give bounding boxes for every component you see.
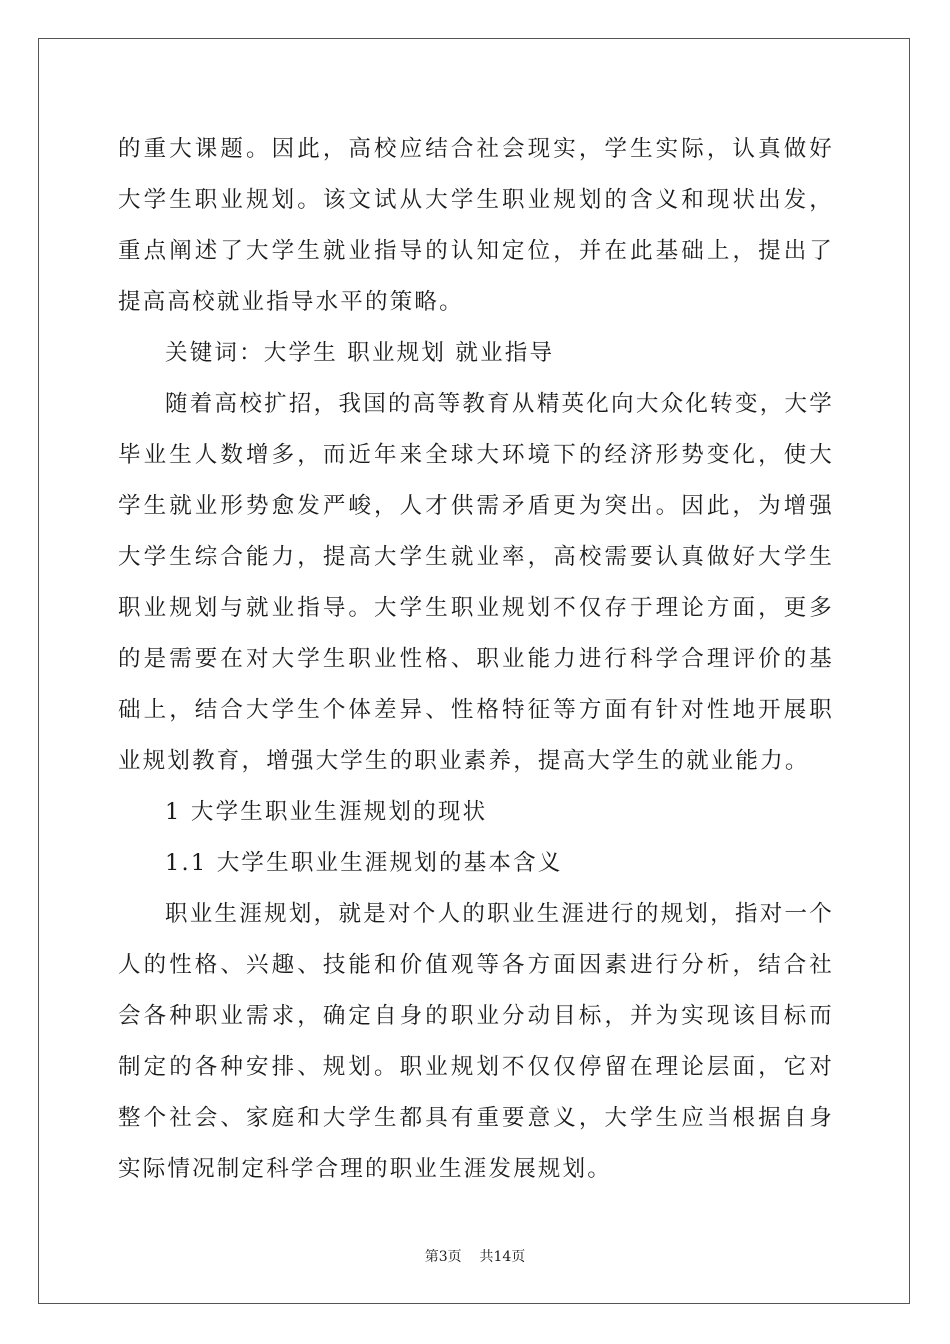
- document-body: [118, 124, 834, 1195]
- page-number: 第3页: [424, 1249, 462, 1265]
- page-footer: [0, 1246, 950, 1266]
- total-pages: 共14页: [479, 1249, 526, 1265]
- paragraph-keywords: 关键词：大学生 职业规划 就业指导: [165, 340, 555, 366]
- paragraph-abstract-end: 的重大课题。因此，高校应结合社会现实，学生实际，认真做好大学生职业规划。该文试从大学生职业规划的含义和现状出发，重点阐述了大学生就业指导的认知定位，并在此基础上，提出了提高高校就业指导水平的策略。: [118, 136, 834, 315]
- paragraph-intro: 随着高校扩招，我国的高等教育从精英化向大众化转变，大学毕业生人数增多，而近年来全球大环境下的经济形势变化，使大学生就业形势愈发严峻，人才供需矛盾更为突出。因此，为增强大学生综合能力，提高大学生就业率，高校需要认真做好大学生职业规划与就业指导。大学生职业规划不仅存于理论方面，更多的是需要在对大学生职业性格、职业能力进行科学合理评价的基础上，结合大学生个体差异、性格特征等方面有针对性地开展职业规划教育，增强大学生的职业素养，提高大学生的就业能力。: [118, 391, 834, 774]
- section-heading-1-1: 1.1 大学生职业生涯规划的基本含义: [165, 850, 563, 876]
- paragraph-definition: 职业生涯规划，就是对个人的职业生涯进行的规划，指对一个人的性格、兴趣、技能和价值观等各方面因素进行分析，结合社会各种职业需求，确定自身的职业分动目标，并为实现该目标而制定的各种安排、规划。职业规划不仅仅停留在理论层面，它对整个社会、家庭和大学生都具有重要意义，大学生应当根据自身实际情况制定科学合理的职业生涯发展规划。: [118, 901, 834, 1182]
- section-heading-1: 1 大学生职业生涯规划的现状: [165, 799, 488, 825]
